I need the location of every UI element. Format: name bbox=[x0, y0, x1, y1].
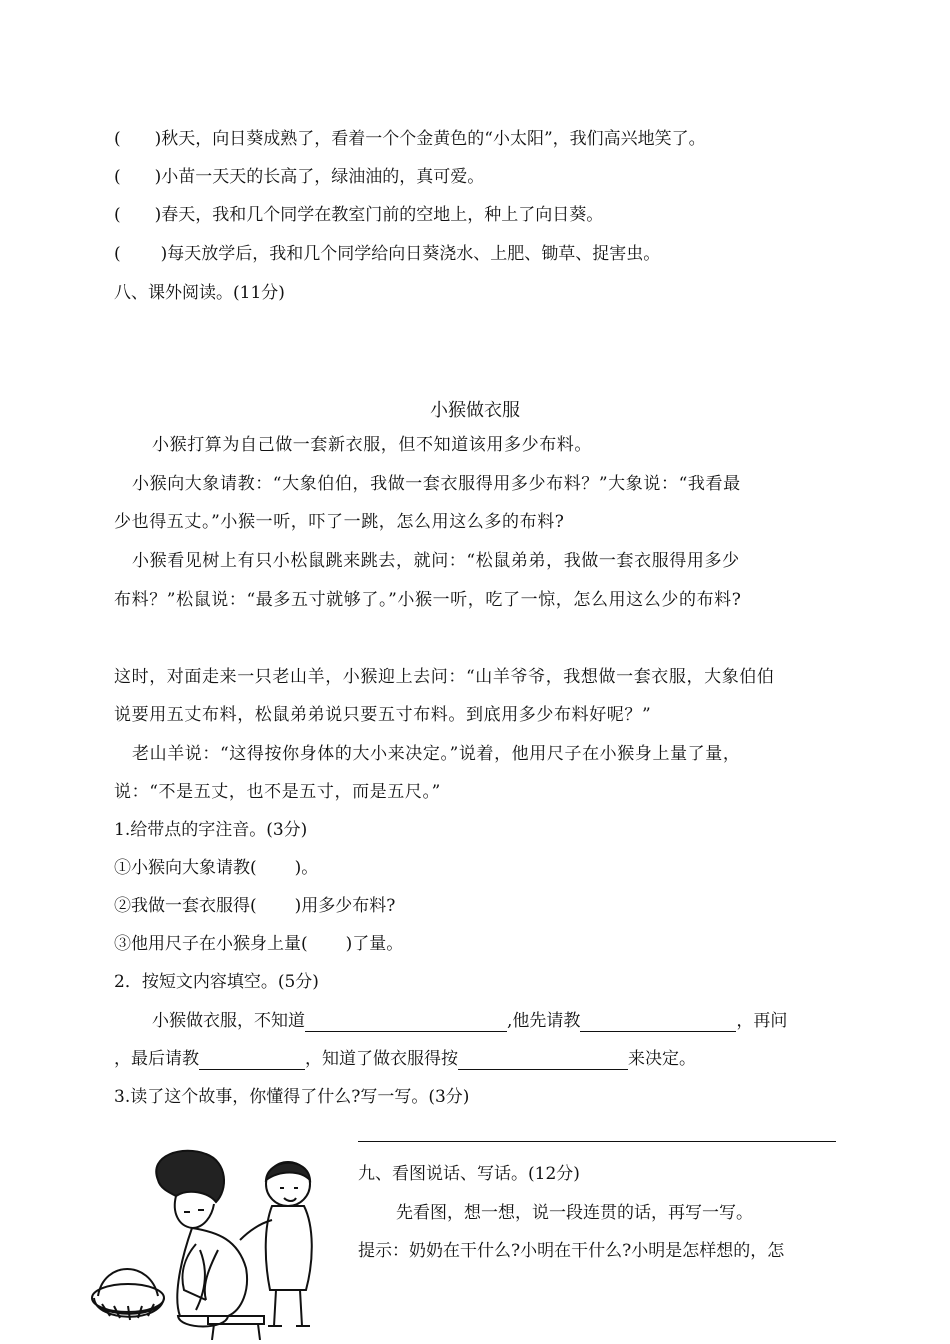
story-line: 布料？”松鼠说：“最多五寸就够了。”小猴一听，吃了一惊，怎么用这么少的布料? bbox=[114, 590, 742, 610]
item-text: )。 bbox=[294, 858, 319, 878]
paren-close: ) bbox=[154, 205, 162, 225]
item-text: )了量。 bbox=[345, 934, 404, 954]
ordering-text: 每天放学后，我和几个同学给向日葵浇水、上肥、锄草、捉害虫。 bbox=[167, 244, 661, 264]
fill-line bbox=[114, 1048, 696, 1070]
question-2-title: 2．按短文内容填空。(5分) bbox=[114, 972, 319, 992]
ordering-item bbox=[114, 204, 603, 226]
story-title: 小猴做衣服 bbox=[430, 400, 520, 421]
story-line: 老山羊说：“这得按你身体的大小来决定。”说着，他用尺子在小猴身上量了量， bbox=[132, 744, 741, 764]
story-line: 小猴看见树上有只小松鼠跳来跳去，就问：“松鼠弟弟，我做一套衣服得用多少 bbox=[132, 551, 740, 571]
ordering-item bbox=[114, 128, 706, 150]
fill-blank[interactable] bbox=[305, 1013, 507, 1032]
fill-text: 小猴做衣服，不知道 bbox=[152, 1011, 305, 1031]
item-text: ①小猴向大象请教( bbox=[114, 858, 257, 878]
paren-open: ( bbox=[114, 244, 121, 264]
ordering-text: 小苗一天天的长高了，绿油油的，真可爱。 bbox=[161, 167, 485, 187]
paren-close: ) bbox=[160, 244, 168, 264]
section-8-heading: 八、课外阅读。(11分) bbox=[114, 283, 285, 303]
fill-blank[interactable] bbox=[199, 1051, 305, 1070]
story-line: 小猴打算为自己做一套新衣服，但不知道该用多少布料。 bbox=[152, 435, 592, 455]
paren-close: ) bbox=[154, 167, 162, 187]
answer-line[interactable] bbox=[358, 1141, 836, 1142]
question-1-title: 1.给带点的字注音。(3分) bbox=[114, 820, 308, 840]
fill-line bbox=[152, 1010, 787, 1032]
paren-open: ( bbox=[114, 129, 121, 149]
item-text: ③他用尺子在小猴身上量( bbox=[114, 934, 308, 954]
paren-close: ) bbox=[154, 129, 162, 149]
story-line: 这时，对面走来一只老山羊，小猴迎上去问：“山羊爷爷，我想做一套衣服，大象伯伯 bbox=[114, 667, 775, 687]
question-1-item bbox=[114, 857, 318, 879]
ordering-text: 春天，我和几个同学在教室门前的空地上，种上了向日葵。 bbox=[161, 205, 604, 225]
story-line: 少也得五丈。”小猴一听，吓了一跳，怎么用这么多的布料? bbox=[114, 512, 565, 532]
fill-text: ，再问 bbox=[736, 1011, 788, 1031]
fill-text: ，最后请教 bbox=[114, 1049, 199, 1069]
story-line: 说：“不是五丈，也不是五寸，而是五尺。” bbox=[114, 782, 441, 802]
item-text: )用多少布料? bbox=[294, 896, 396, 916]
ordering-item bbox=[114, 243, 660, 265]
paren-open: ( bbox=[114, 205, 121, 225]
section-9-heading: 九、看图说话、写话。(12分) bbox=[358, 1164, 580, 1184]
story-line: 说要用五丈布料，松鼠弟弟说只要五寸布料。到底用多少布料好呢？” bbox=[114, 705, 652, 725]
question-1-item bbox=[114, 933, 403, 955]
fill-text: 来决定。 bbox=[628, 1049, 696, 1069]
fill-text: ,他先请教 bbox=[507, 1011, 581, 1031]
item-text: ②我做一套衣服得( bbox=[114, 896, 257, 916]
section-9-hint: 提示：奶奶在干什么?小明在干什么?小明是怎样想的，怎 bbox=[358, 1241, 785, 1261]
ordering-text: 秋天，向日葵成熟了，看着一个个金黄色的“小太阳”，我们高兴地笑了。 bbox=[161, 129, 706, 149]
grandma-and-boy-illustration bbox=[88, 1140, 350, 1340]
fill-blank[interactable] bbox=[580, 1013, 736, 1032]
question-1-item bbox=[114, 895, 395, 917]
paren-open: ( bbox=[114, 167, 121, 187]
section-9-instruction: 先看图，想一想，说一段连贯的话，再写一写。 bbox=[396, 1203, 753, 1223]
fill-blank[interactable] bbox=[458, 1051, 628, 1070]
fill-text: ，知道了做衣服得按 bbox=[305, 1049, 458, 1069]
story-line: 小猴向大象请教：“大象伯伯，我做一套衣服得用多少布料？”大象说：“我看最 bbox=[132, 474, 741, 494]
ordering-item bbox=[114, 166, 484, 188]
question-3-title: 3.读了这个故事，你懂得了什么?写一写。(3分) bbox=[114, 1087, 470, 1107]
